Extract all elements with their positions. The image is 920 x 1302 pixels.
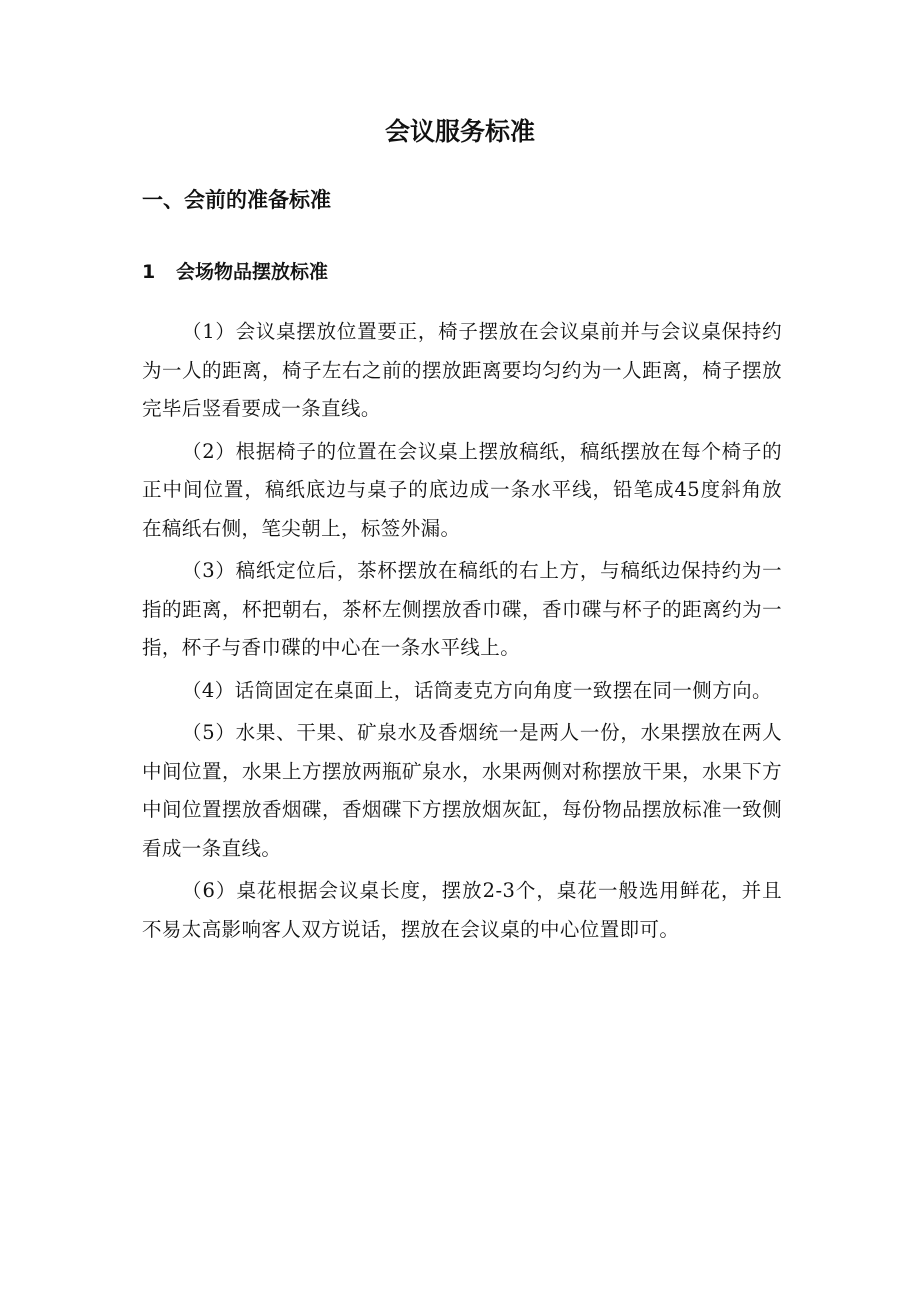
subsection-number: 1 (142, 261, 156, 283)
paragraph-5: （5）水果、干果、矿泉水及香烟统一是两人一份，水果摆放在两人中间位置，水果上方摆放两瓶矿泉水，水果两侧对称摆放干果，水果下方中间位置摆放香烟碟，香烟碟下方摆放烟灰缸，每份物品摆放标准一致侧看成一条直线。 (142, 721, 782, 860)
paragraph-3: （3）稿纸定位后，茶杯摆放在稿纸的右上方，与稿纸边保持约为一指的距离，杯把朝右，茶杯左侧摆放香巾碟，香巾碟与杯子的距离约为一指，杯子与香巾碟的中心在一条水平线上。 (142, 559, 782, 659)
document-body (142, 313, 782, 953)
subsection-heading (142, 255, 328, 289)
section-heading: 一、会前的准备标准 (142, 188, 331, 212)
document-title: 会议服务标准 (384, 117, 535, 146)
paragraph-2: （2）根据椅子的位置在会议桌上摆放稿纸，稿纸摆放在每个椅子的正中间位置，稿纸底边与桌子的底边成一条水平线，铅笔成45度斜角放在稿纸右侧，笔尖朝上，标签外漏。 (142, 439, 782, 540)
subsection-title: 会场物品摆放标准 (176, 261, 329, 283)
paragraph-4: （4）话筒固定在桌面上，话筒麦克方向角度一致摆在同一侧方向。 (182, 678, 772, 702)
paragraph-1: （1）会议桌摆放位置要正，椅子摆放在会议桌前并与会议桌保持约为一人的距离，椅子左右之前的摆放距离要均匀约为一人距离，椅子摆放完毕后竖看要成一条直线。 (142, 320, 782, 420)
paragraph-6: （6）桌花根据会议桌长度，摆放2-3个，桌花一般选用鲜花，并且不易太高影响客人双方说话，摆放在会议桌的中心位置即可。 (142, 879, 782, 941)
